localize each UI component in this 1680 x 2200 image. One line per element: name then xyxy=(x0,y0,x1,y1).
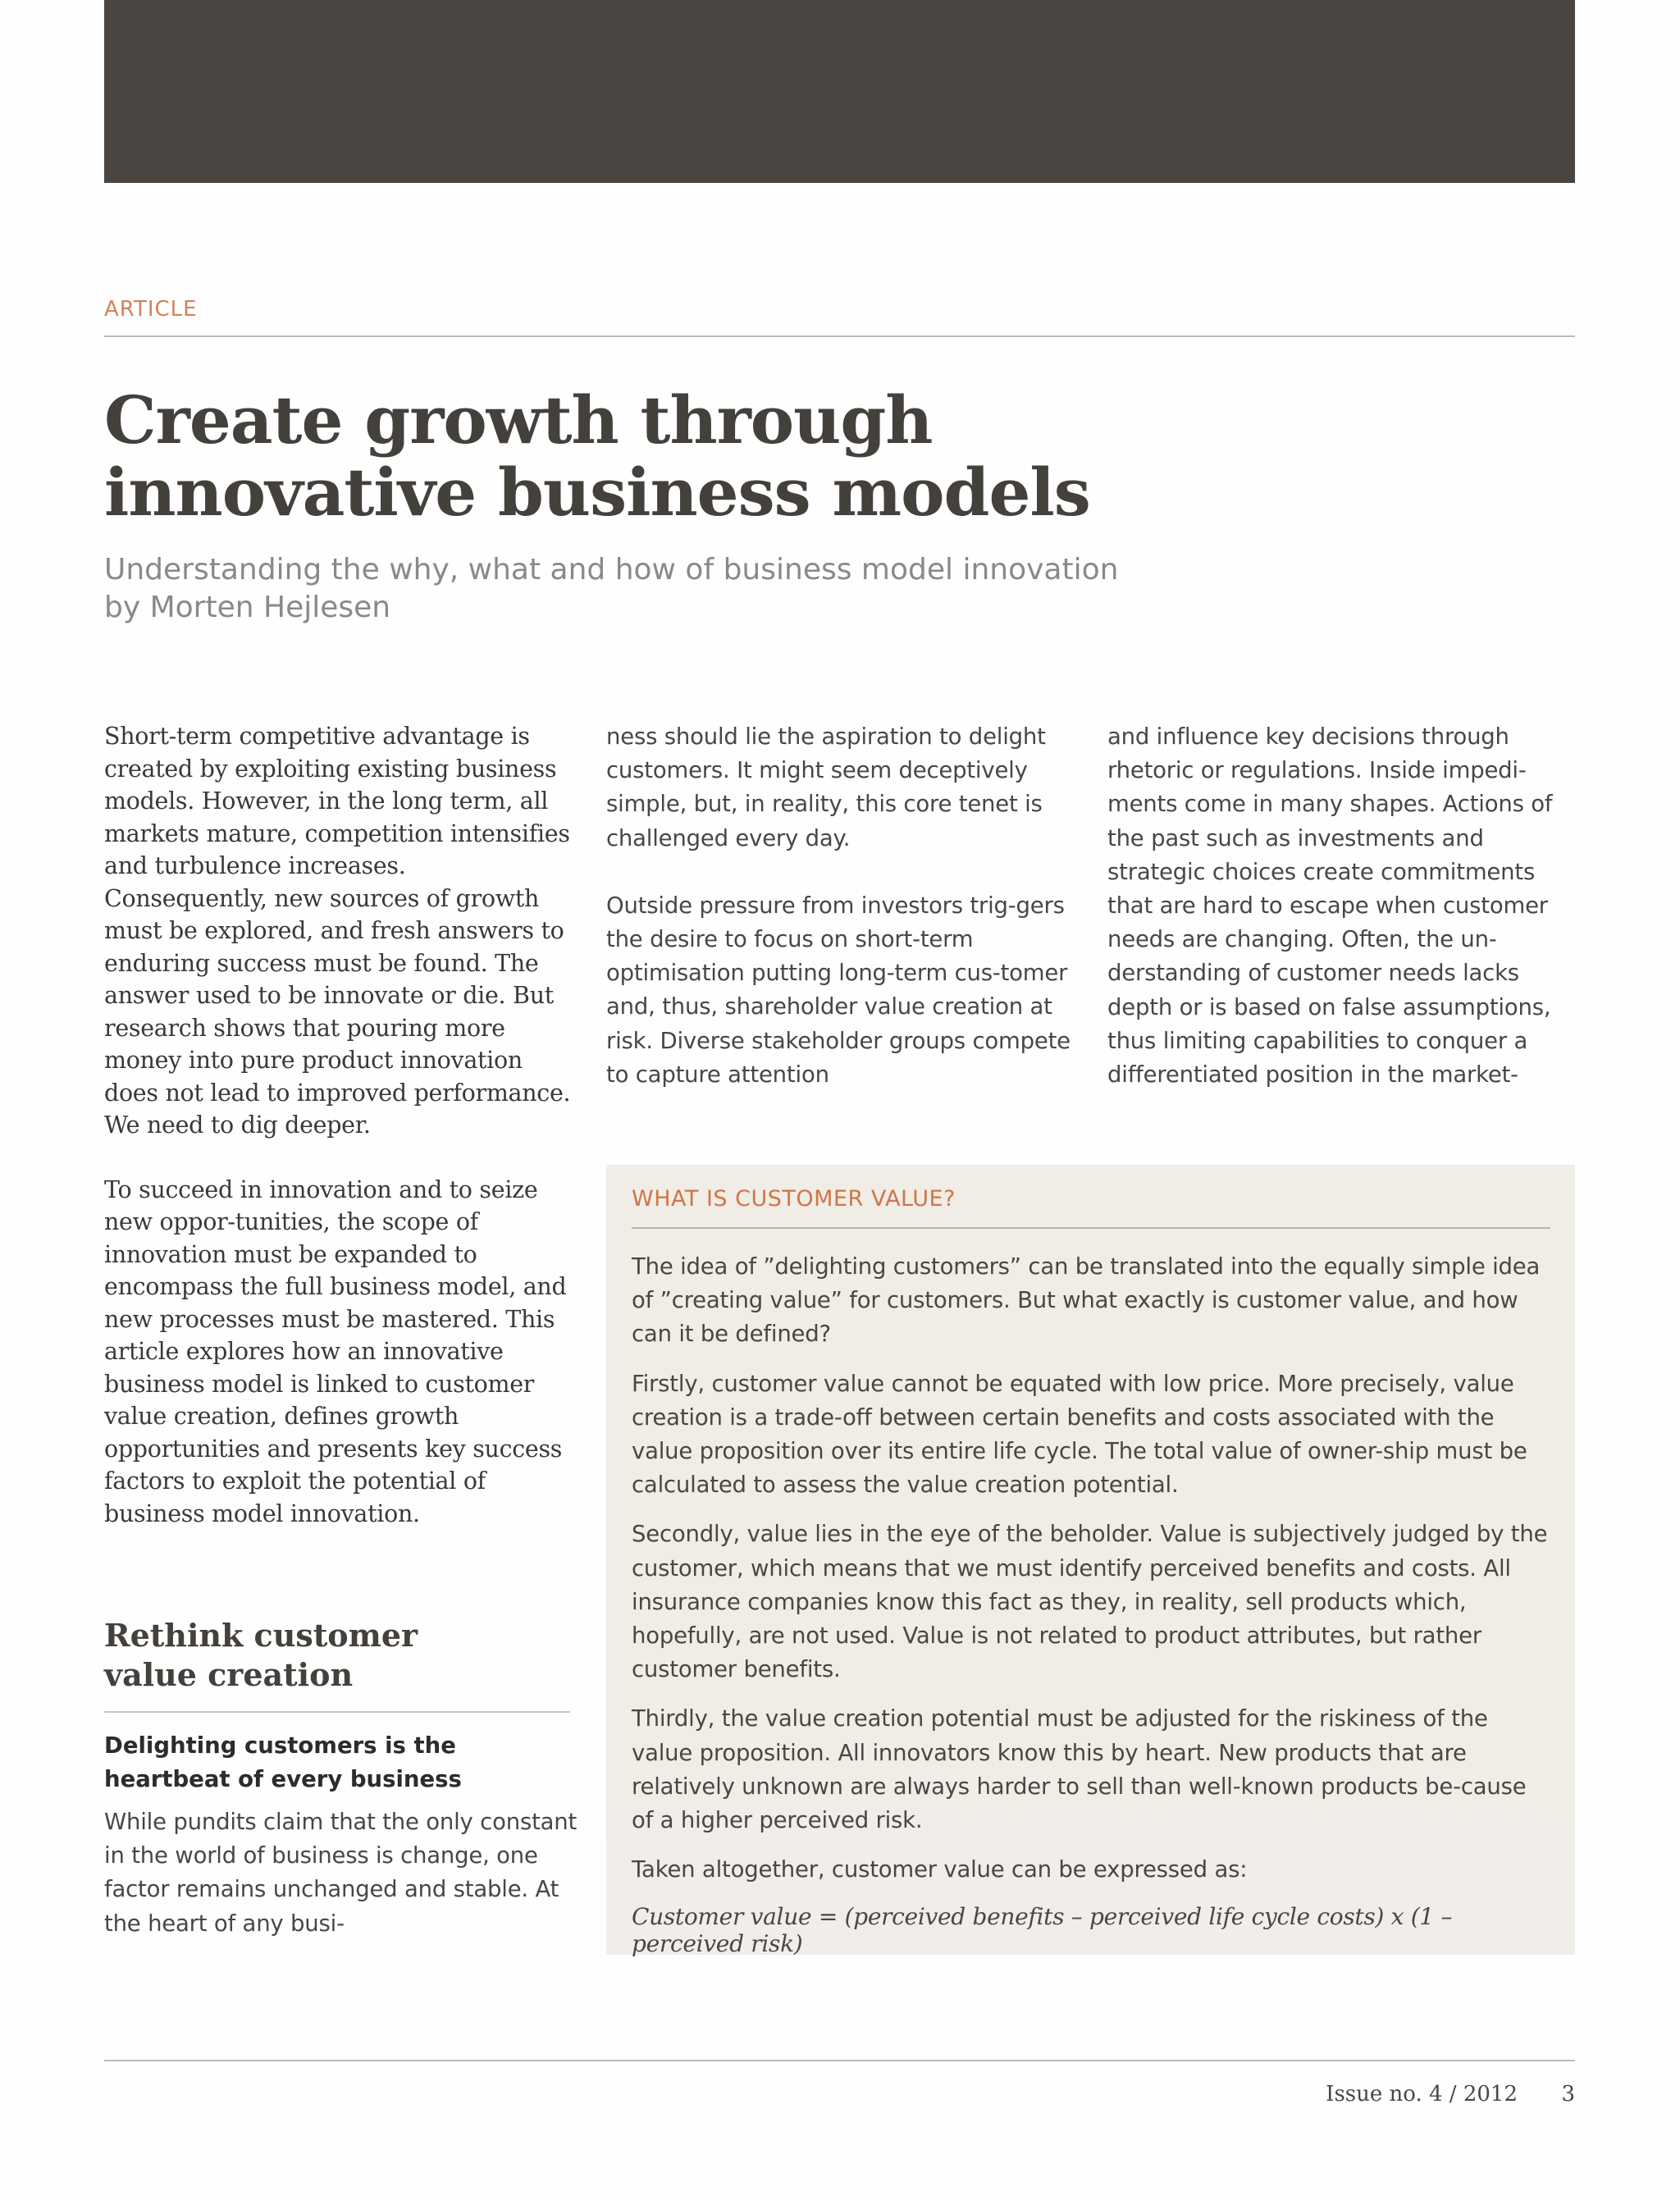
column-2-paragraph-2: Outside pressure from investors trig-gers the desire to focus on short-term optimisation putting long-term cus-tomer and, thus, shareholder value creation at risk. Diverse stakeholder groups compete to capture attention xyxy=(606,892,1071,1088)
section-heading-line-2: value creation xyxy=(104,1656,354,1693)
sidebar-paragraph-5: Taken altogether, customer value can be expressed as: xyxy=(632,1856,1248,1883)
customer-value-formula: Customer value = (perceived benefits – perceived life cycle costs) x (1 – perceived risk) xyxy=(632,1903,1453,1957)
issue-number: Issue no. 4 / 2012 xyxy=(1326,2082,1518,2106)
page-number: 3 xyxy=(1561,2082,1575,2106)
sidebar-paragraph-4: Thirdly, the value creation potential must be adjusted for the riskiness of the value proposition. All innovators know this by heart. New products that are relatively unknown are always harder to sell than well-known products be-cause of a higher perceived risk. xyxy=(632,1705,1527,1834)
article-title xyxy=(104,381,1253,531)
column-1 xyxy=(104,720,572,1562)
footer-divider xyxy=(104,2060,1575,2061)
column-2 xyxy=(606,720,1082,1125)
sidebar-paragraph-3: Secondly, value lies in the eye of the beholder. Value is subjectively judged by the customer, which means that we must identify perceived benefits and costs. All insurance companies know this fact as they, in reality, sell products which, hopefully, are not used. Value is not related to product attributes, but rather customer benefits. xyxy=(632,1521,1548,1683)
author-byline: by Morten Hejlesen xyxy=(104,591,391,624)
sidebar-paragraph-2: Firstly, customer value cannot be equated with low price. More precisely, value creation is a trade-off between certain benefits and costs associated with the value proposition over its entire life cycle. The total value of owner-ship must be calculated to assess the value creation potential. xyxy=(632,1370,1527,1499)
sidebar-body xyxy=(632,1250,1554,1902)
section-heading-line-1: Rethink customer xyxy=(104,1617,418,1654)
subtitle-line-1: Understanding the why, what and how of business model innovation xyxy=(104,553,1119,587)
column-2-paragraph-1: ness should lie the aspiration to delight customers. It might seem deceptively simple, but, in reality, this core tenet is challenged every day. xyxy=(606,723,1046,851)
sidebar-title: WHAT IS CUSTOMER VALUE? xyxy=(632,1186,956,1212)
sidebar-paragraph-1: The idea of ”delighting customers” can be translated into the equally simple idea of ”creating value” for customers. But what exactly is customer value, and how can it be defined? xyxy=(632,1253,1541,1348)
intro-paragraph-1: Short-term competitive advantage is created by exploiting existing business models. However, in the long term, all markets mature, competition intensifies and turbulence increases. Consequently, new sources of growth must be explored, and fresh answers to enduring success must be found. The answer used to be innovate or die. But research shows that pouring more money into pure product innovation does not lead to improved performance. We need to dig deeper. xyxy=(104,723,571,1139)
intro-paragraph-2: To succeed in innovation and to seize new oppor-tunities, the scope of innovation must be expanded to encompass the full business model, and new processes must be mastered. This article explores how an innovative business model is linked to customer value creation, defines growth opportunities and presents key success factors to exploit the potential of business model innovation. xyxy=(104,1175,567,1527)
article-subtitle xyxy=(104,551,1335,627)
customer-value-sidebar xyxy=(606,1165,1575,1955)
section-divider xyxy=(104,1711,570,1713)
top-banner xyxy=(104,0,1575,183)
section-lede: Delighting customers is the heartbeat of every business xyxy=(104,1732,462,1792)
header-divider xyxy=(104,335,1575,337)
section-heading xyxy=(104,1616,572,1695)
column-3-paragraph-1: and influence key decisions through rhetoric or regulations. Inside impedi-ments come in many shapes. Actions of the past such as investments and strategic choices create commitments that are hard to escape when customer needs are changing. Often, the un-derstanding of customer needs lacks depth or is based on false assumptions, thus limiting capabilities to conquer a differentiated position in the market- xyxy=(1107,723,1553,1089)
column-3 xyxy=(1107,720,1575,1092)
section-label: ARTICLE xyxy=(104,297,198,322)
sidebar-divider xyxy=(632,1227,1550,1229)
title-line-1: Create growth through xyxy=(104,381,933,459)
section-body: While pundits claim that the only constant in the world of business is change, one factor remains unchanged and stable. At the heart of any busi- xyxy=(104,1809,578,1937)
title-line-2: innovative business models xyxy=(104,454,1090,531)
